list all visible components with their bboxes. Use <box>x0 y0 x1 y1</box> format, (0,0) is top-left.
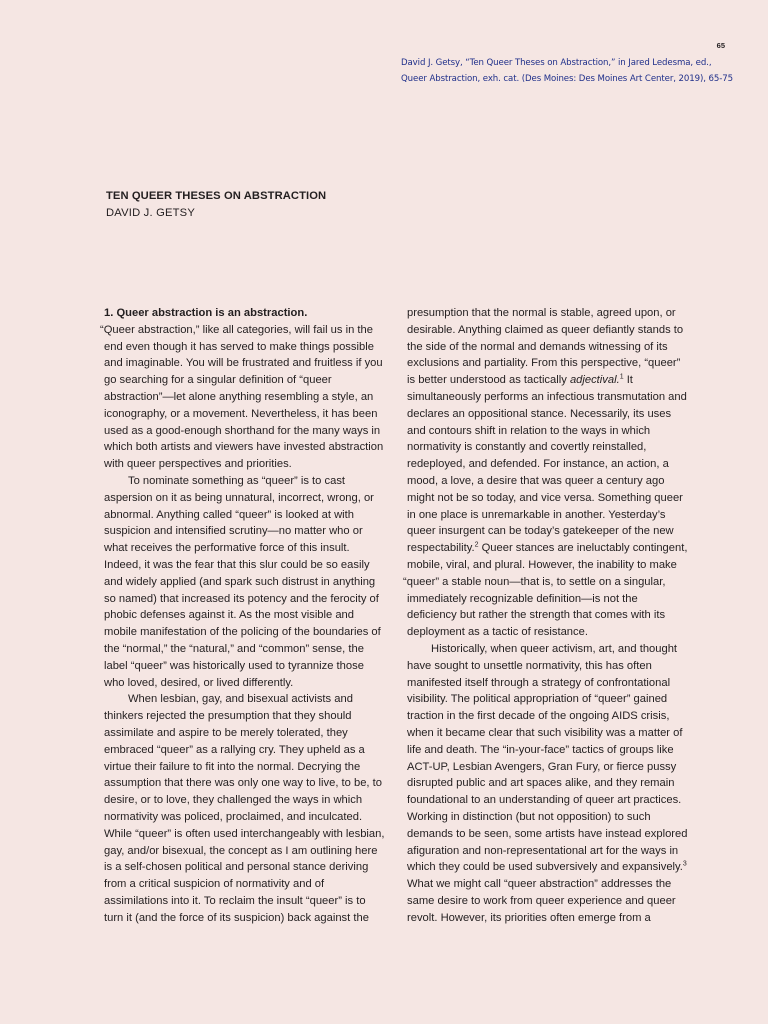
text-line: embraced “queer” as a rallying cry. They upheld as a <box>104 743 365 756</box>
text-line: normativity is constantly and covertly reinstalled, <box>407 441 647 454</box>
text-segment: respectability. <box>407 542 475 555</box>
text-line: end even though it has served to make things possible <box>104 340 374 353</box>
text-line: and widely applied (and spark such distrust in anything <box>104 575 376 588</box>
text-line: go searching for a singular definition of “queer <box>104 374 332 387</box>
text-line: manifested itself through a strategy of confrontational <box>407 676 671 689</box>
text-line: from a critical suspicion of normativity and of <box>104 878 325 891</box>
text-line: and imaginable. You will be frustrated and fruitless if you <box>104 357 383 370</box>
section-heading: 1. Queer abstraction is an abstraction. <box>104 307 308 319</box>
text-line: assimilations into it. To reclaim the insult “queer” is to <box>104 894 366 907</box>
citation <box>401 55 741 87</box>
text-line: so named) that increased its potency and the ferocity of <box>104 592 379 605</box>
text-line: the “normal,” the “natural,” and “common” sense, the <box>104 642 364 655</box>
text-line: simultaneously performs an infectious transmutation and <box>407 390 687 403</box>
text-line: What we might call “queer abstraction” addresses the <box>407 878 672 891</box>
text-line: gay, and/or bisexual, the concept as I am outlining here <box>104 844 378 857</box>
text-segment: Queer stances are ineluctably contingent, <box>478 542 688 555</box>
text-line: desirable. Anything claimed as queer defiantly stands to <box>407 323 684 336</box>
right-column <box>403 305 697 926</box>
text-line: abstraction”—let alone anything resembling a style, an <box>104 390 374 403</box>
article-title: TEN QUEER THESES ON ABSTRACTION <box>106 190 327 202</box>
text-line: deployment as a tactic of resistance. <box>407 626 588 639</box>
text-line: mobile manifestation of the policing of the boundaries of <box>104 626 381 639</box>
text-line: virtue their failure to fit into the normal. Decrying the <box>104 760 361 773</box>
text-line: redeployed, and defended. For instance, an action, a <box>407 458 669 471</box>
text-segment: which they could be used subversively and expansively. <box>407 861 683 874</box>
text-line: Historically, when queer activism, art, and thought <box>431 642 678 655</box>
text-segment: It <box>623 374 633 387</box>
text-line: Indeed, it was the fear that this slur could be so easily <box>104 558 370 571</box>
text-line: ACT-UP, Lesbian Avengers, Gran Fury, or fierce pussy <box>407 760 677 773</box>
text-line: assimilate and aspire to be merely tolerated, they <box>104 726 348 739</box>
text-line: thinkers rejected the presumption that they should <box>104 710 352 723</box>
text-line: who loved, desired, or lived differently. <box>104 676 294 689</box>
footnote-marker[interactable]: 2 <box>474 541 479 549</box>
text-line: disrupted public and art spaces alike, and they remain <box>407 777 675 790</box>
text-line: might not be so today, and vice versa. Something queer <box>407 491 683 504</box>
text-line: assumption that there was only one way to live, to be, to <box>104 777 382 790</box>
text-line: While “queer” is often used interchangeably with lesbian, <box>104 827 385 840</box>
text-line: “queer” a stable noun—that is, to settle on a singular, <box>403 575 666 588</box>
text-line: immediately recognizable definition—is not the <box>407 592 638 605</box>
text-line: suspicion and intensified scrutiny—no matter who or <box>104 525 363 538</box>
text-line-composite <box>407 859 697 876</box>
text-line: queer insurgent can be today’s gatekeeper of the new <box>407 525 674 538</box>
text-line: normativity was policed, proclaimed, and inculcated. <box>104 810 363 823</box>
text-line: have sought to unsettle normativity, this has often <box>407 659 652 672</box>
text-line: abnormal. Anything called “queer” is looked at with <box>104 508 354 521</box>
text-line: is a self-chosen political and personal stance deriving <box>104 861 369 874</box>
text-line: the side of the normal and demands witnessing of its <box>407 340 668 353</box>
article-author: DAVID J. GETSY <box>106 207 195 219</box>
citation-line: David J. Getsy, “Ten Queer Theses on Abstraction,” in Jared Ledesma, ed., <box>401 58 712 68</box>
text-line: exclusions and partiality. From this perspective, “queer” <box>407 357 681 370</box>
text-line: which both artists and viewers have invested abstraction <box>104 441 384 454</box>
text-line: declares an oppositional stance. Necessarily, its uses <box>407 407 672 420</box>
text-line: iconography, or a movement. Nevertheless, it has been <box>104 407 378 420</box>
text-segment: is better understood as tactically <box>407 374 567 387</box>
text-line-composite <box>407 372 697 389</box>
text-line: label “queer” was historically used to tyrannize those <box>104 659 364 672</box>
text-line: Working in distinction (but not opposition) to such <box>407 810 651 823</box>
text-line: what receives the performative force of this insult. <box>104 542 350 555</box>
text-line: deficiency but rather the strength that comes with its <box>407 609 666 622</box>
footnote-marker[interactable]: 3 <box>682 860 687 868</box>
text-line: demands to be seen, some artists have instead explored <box>407 827 688 840</box>
text-line: afiguration and non-representational art for the ways in <box>407 844 679 857</box>
text-line: used as a good-enough shorthand for the many ways in <box>104 424 381 437</box>
text-line: same desire to work from queer experience and queer <box>407 894 676 907</box>
text-line: life and death. The “in-your-face” tactics of groups like <box>407 743 674 756</box>
text-line: traction in the first decade of the ongoing AIDS crisis, <box>407 710 670 723</box>
text-line: turn it (and the force of its suspicion) back against the <box>104 911 369 924</box>
text-line: desire, or to love, they challenged the ways in which <box>104 794 363 807</box>
text-line: visibility. The political appropriation of “queer” gained <box>407 693 668 706</box>
text-line: and contours shift in relation to the ways in which <box>407 424 651 437</box>
text-line: when it became clear that such visibility was a matter of <box>407 726 683 739</box>
text-line: “Queer abstraction,” like all categories, will fail us in the <box>100 323 373 336</box>
citation-line: Queer Abstraction, exh. cat. (Des Moines: Des Moines Art Center, 2019), 65-75 <box>401 74 733 84</box>
text-line: phobic defenses against it. As the most visible and <box>104 609 355 622</box>
text-line: When lesbian, gay, and bisexual activists and <box>128 693 353 706</box>
text-line: mobile, viral, and plural. However, the inability to make <box>407 558 677 571</box>
text-line: in one place is unremarkable in another. Yesterday’s <box>407 508 666 521</box>
text-line: mood, a love, a desire that was queer a century ago <box>407 474 665 487</box>
text-line: aspersion on it as being unnatural, incorrect, wrong, or <box>104 491 374 504</box>
text-line: To nominate something as “queer” is to cast <box>128 474 346 487</box>
page-number: 65 <box>716 41 725 50</box>
text-line-composite <box>407 540 697 557</box>
emphasis-text: adjectival. <box>569 374 620 387</box>
text-line: with queer perspectives and priorities. <box>104 458 292 471</box>
left-column <box>100 305 385 926</box>
text-line: presumption that the normal is stable, agreed upon, or <box>407 307 676 319</box>
text-line: foundational to an understanding of queer art practices. <box>407 794 682 807</box>
footnote-marker[interactable]: 1 <box>619 373 624 381</box>
text-line: revolt. However, its priorities often emerge from a <box>407 911 651 924</box>
